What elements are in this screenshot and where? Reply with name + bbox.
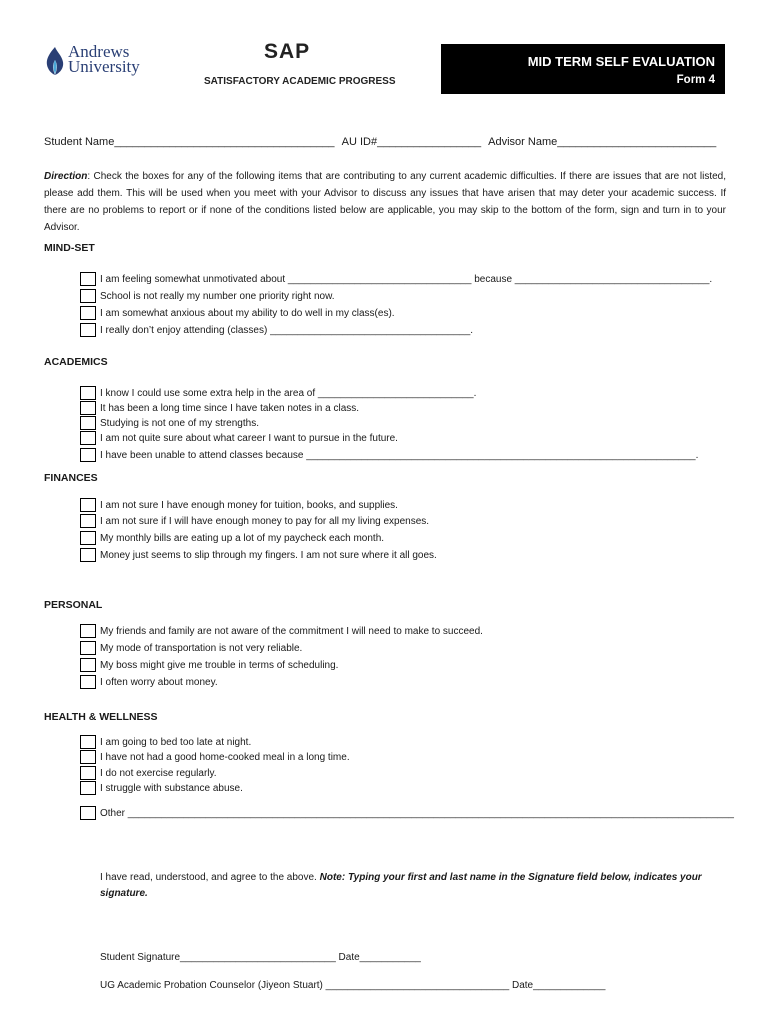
agreement-note: Note: Typing your first and last name in the Signature field below, indicates your signature.: [100, 872, 702, 899]
au-id-field[interactable]: AU ID#_________________: [341, 136, 482, 148]
section-title-academics: ACADEMICS: [44, 356, 108, 368]
checkbox-item[interactable]: [80, 271, 712, 287]
checkbox-label: I know I could use some extra help in the area of ____________________________.: [100, 387, 477, 399]
checkbox[interactable]: [80, 750, 96, 764]
sap-subtitle: SATISFACTORY ACADEMIC PROGRESS: [204, 76, 396, 87]
checkbox-label: My friends and family are not aware of the commitment I will need to make to succeed.: [100, 625, 483, 637]
checkbox-item[interactable]: [80, 400, 359, 416]
advisor-name-field[interactable]: Advisor Name__________________________: [488, 136, 717, 148]
checkbox-label: I am not sure if I will have enough money to pay for all my living expenses.: [100, 515, 430, 527]
checkbox-label: I do not exercise regularly.: [100, 767, 217, 779]
student-info-row: [44, 136, 716, 148]
logo-line2: University: [68, 57, 140, 76]
checkbox[interactable]: [80, 658, 96, 672]
checkbox-label: School is not really my number one priority right now.: [100, 290, 335, 302]
logo-text: [68, 44, 140, 74]
checkbox-label: I really don’t enjoy attending (classes) ____________________________________.: [100, 324, 474, 336]
checkbox[interactable]: [80, 401, 96, 415]
checkbox-item[interactable]: [80, 640, 302, 656]
checkbox[interactable]: [80, 289, 96, 303]
checkbox[interactable]: [80, 416, 96, 430]
checkbox-item[interactable]: [80, 305, 395, 321]
checkbox[interactable]: [80, 806, 96, 820]
checkbox-item[interactable]: [80, 734, 251, 750]
checkbox-label: I am going to bed too late at night.: [100, 736, 252, 748]
other-label: Other _____________________________________________________________________________________________________________: [100, 807, 734, 819]
checkbox-item[interactable]: [80, 765, 217, 781]
checkbox[interactable]: [80, 498, 96, 512]
checkbox[interactable]: [80, 306, 96, 320]
checkbox-item[interactable]: [80, 674, 218, 690]
checkbox-item[interactable]: [80, 780, 243, 796]
logo-line1: Andrews: [68, 42, 130, 61]
section-title-finances: FINANCES: [44, 472, 98, 484]
checkbox-label: It has been a long time since I have taken notes in a class.: [100, 402, 360, 414]
checkbox[interactable]: [80, 323, 96, 337]
checkbox-item[interactable]: [80, 415, 259, 431]
checkbox[interactable]: [80, 386, 96, 400]
checkbox[interactable]: [80, 272, 96, 286]
checkbox[interactable]: [80, 735, 96, 749]
checkbox[interactable]: [80, 641, 96, 655]
sap-title: SAP: [264, 40, 311, 63]
checkbox-item[interactable]: [80, 623, 483, 639]
checkbox-label: My mode of transportation is not very reliable.: [100, 642, 303, 654]
direction-label: Direction: [44, 171, 88, 182]
checkbox-item[interactable]: [80, 657, 338, 673]
checkbox-label: I am feeling somewhat unmotivated about _________________________________ because ___________________________________.: [100, 273, 713, 285]
checkbox-label: I struggle with substance abuse.: [100, 782, 243, 794]
section-title-mindset: MIND-SET: [44, 242, 95, 254]
section-title-health: HEALTH & WELLNESS: [44, 711, 158, 723]
checkbox-label: I am not quite sure about what career I want to pursue in the future.: [100, 432, 398, 444]
section-title-personal: PERSONAL: [44, 599, 103, 611]
checkbox[interactable]: [80, 548, 96, 562]
checkbox[interactable]: [80, 531, 96, 545]
checkbox-label: I often worry about money.: [100, 676, 218, 688]
checkbox[interactable]: [80, 675, 96, 689]
checkbox-item[interactable]: [80, 513, 429, 529]
checkbox-item[interactable]: [80, 497, 398, 513]
flame-logo-icon: [44, 46, 66, 76]
evaluation-title-box: [441, 44, 725, 94]
checkbox[interactable]: [80, 781, 96, 795]
checkbox[interactable]: [80, 514, 96, 528]
agreement-text: I have read, understood, and agree to the above.: [100, 872, 320, 883]
checkbox-label: My monthly bills are eating up a lot of my paycheck each month.: [100, 532, 385, 544]
andrews-university-logo: [44, 44, 154, 84]
checkbox-item[interactable]: [80, 547, 437, 563]
checkbox-item[interactable]: [80, 447, 698, 463]
student-name-field[interactable]: Student Name____________________________________: [44, 136, 335, 148]
checkbox-item[interactable]: [80, 530, 384, 546]
checkbox-label: My boss might give me trouble in terms of scheduling.: [100, 659, 339, 671]
direction-text: : Check the boxes for any of the following items that are contributing to any current academic difficulties. If there are issues that are not listed, please add them. This will be used when you meet with your Advisor to discuss any issues that have arisen that may deter your academic success. If there are no problems to report or if none of the conditions listed below are applicable, you may skip to the bottom of the form, sign and turn in to your Advisor.: [44, 171, 726, 233]
checkbox-label: I have been unable to attend classes because ______________________________________________________________________.: [100, 449, 699, 461]
checkbox-item[interactable]: [80, 749, 350, 765]
checkbox-label: I have not had a good home-cooked meal in a long time.: [100, 751, 350, 763]
checkbox-item[interactable]: [80, 430, 398, 446]
checkbox[interactable]: [80, 448, 96, 462]
checkbox-label: Money just seems to slip through my fingers. I am not sure where it all goes.: [100, 549, 437, 561]
checkbox[interactable]: [80, 766, 96, 780]
checkbox-label: I am somewhat anxious about my ability to do well in my class(es).: [100, 307, 395, 319]
checkbox[interactable]: [80, 624, 96, 638]
form-number: Form 4: [676, 74, 715, 86]
checkbox[interactable]: [80, 431, 96, 445]
checkbox-label: Studying is not one of my strengths.: [100, 417, 259, 429]
checkbox-item[interactable]: [80, 385, 476, 401]
evaluation-title: MID TERM SELF EVALUATION: [527, 54, 715, 69]
student-signature-field[interactable]: Student Signature____________________________ Date___________: [100, 952, 421, 963]
direction-paragraph: [44, 168, 726, 236]
checkbox-label: I am not sure I have enough money for tuition, books, and supplies.: [100, 499, 398, 511]
counselor-signature-field[interactable]: UG Academic Probation Counselor (Jiyeon Stuart) _________________________________ Date_____________: [100, 980, 606, 991]
other-item[interactable]: [80, 806, 734, 820]
checkbox-item[interactable]: [80, 288, 335, 304]
checkbox-item[interactable]: [80, 322, 473, 338]
agreement-statement: [100, 870, 720, 902]
